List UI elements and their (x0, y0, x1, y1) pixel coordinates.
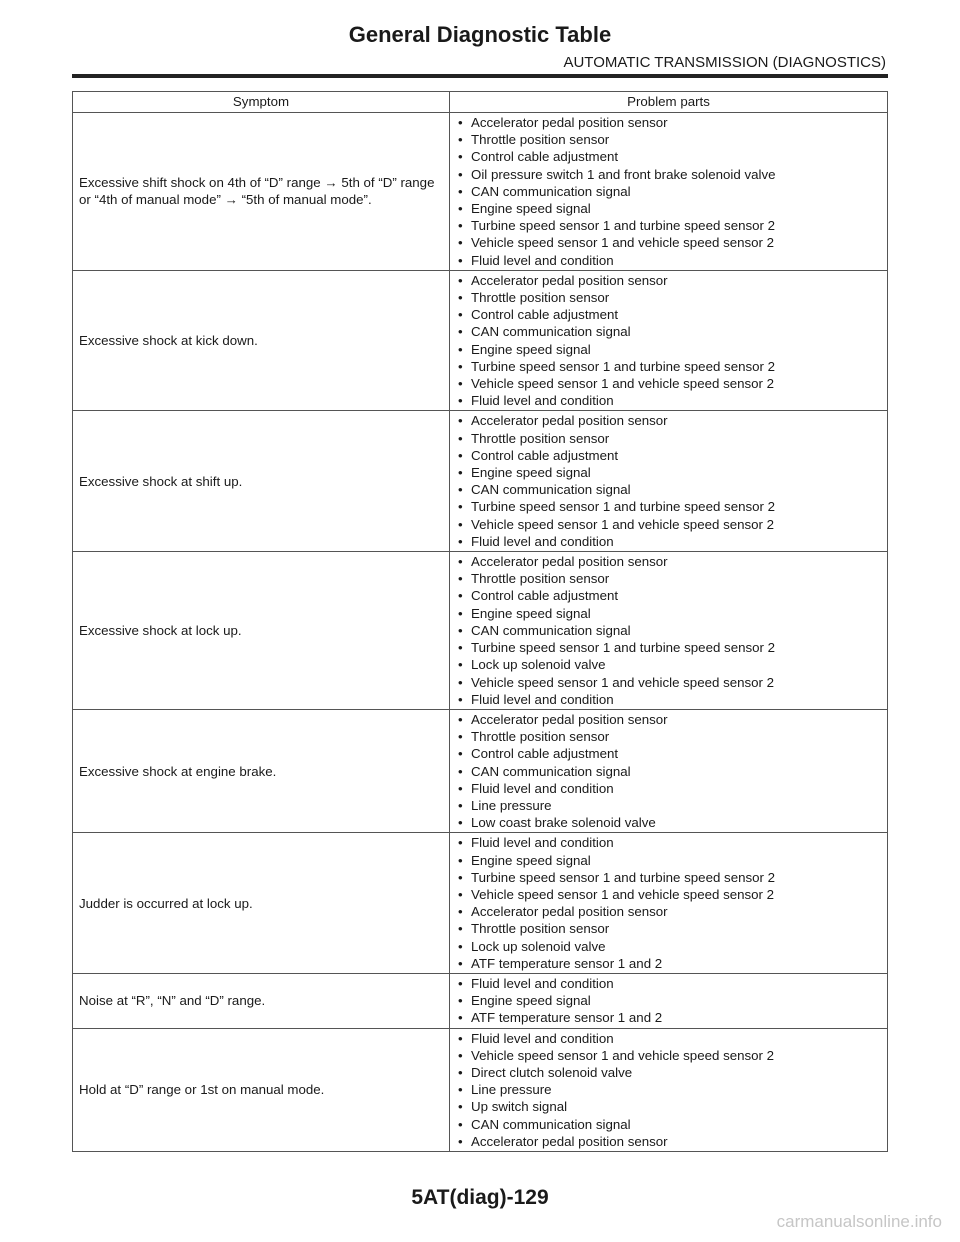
list-item: • Vehicle speed sensor 1 and vehicle speed sensor 2 (456, 886, 883, 903)
list-item: • Turbine speed sensor 1 and turbine speed sensor 2 (456, 358, 883, 375)
list-item: • Throttle position sensor (456, 289, 883, 306)
list-item: • Direct clutch solenoid valve (456, 1064, 883, 1081)
list-item: • Low coast brake solenoid valve (456, 814, 883, 831)
problem-parts-list (456, 114, 883, 269)
symptom-cell: Noise at “R”, “N” and “D” range. (73, 973, 450, 1028)
column-header-symptom: Symptom (73, 92, 450, 113)
list-item: • ATF temperature sensor 1 and 2 (456, 955, 883, 972)
list-item: • Turbine speed sensor 1 and turbine speed sensor 2 (456, 498, 883, 515)
list-item: • Fluid level and condition (456, 975, 883, 992)
symptom-cell: Excessive shift shock on 4th of “D” range → 5th of “D” range or “4th of manual mode” → “5th of manual mode”. (73, 113, 450, 271)
symptom-cell: Excessive shock at kick down. (73, 270, 450, 411)
symptom-cell: Excessive shock at lock up. (73, 552, 450, 710)
list-item: • Vehicle speed sensor 1 and vehicle speed sensor 2 (456, 375, 883, 392)
list-item: • Throttle position sensor (456, 570, 883, 587)
list-item: • Control cable adjustment (456, 587, 883, 604)
list-item: • Accelerator pedal position sensor (456, 1133, 883, 1150)
list-item: • CAN communication signal (456, 622, 883, 639)
symptom-cell: Hold at “D” range or 1st on manual mode. (73, 1028, 450, 1151)
problem-parts-cell (450, 552, 888, 710)
list-item: • Fluid level and condition (456, 691, 883, 708)
list-item: • Engine speed signal (456, 852, 883, 869)
list-item: • Vehicle speed sensor 1 and vehicle speed sensor 2 (456, 516, 883, 533)
list-item: • Lock up solenoid valve (456, 656, 883, 673)
list-item: • CAN communication signal (456, 481, 883, 498)
list-item: • Accelerator pedal position sensor (456, 412, 883, 429)
problem-parts-cell (450, 113, 888, 271)
problem-parts-cell (450, 270, 888, 411)
table-row (73, 552, 888, 710)
list-item: • Fluid level and condition (456, 1030, 883, 1047)
list-item: • ATF temperature sensor 1 and 2 (456, 1009, 883, 1026)
list-item: • Control cable adjustment (456, 148, 883, 165)
table-row (73, 1028, 888, 1151)
table-row (73, 411, 888, 552)
list-item: • Throttle position sensor (456, 728, 883, 745)
problem-parts-cell (450, 709, 888, 832)
problem-parts-cell (450, 411, 888, 552)
list-item: • CAN communication signal (456, 323, 883, 340)
list-item: • Control cable adjustment (456, 306, 883, 323)
list-item: • Oil pressure switch 1 and front brake solenoid valve (456, 166, 883, 183)
list-item: • Vehicle speed sensor 1 and vehicle speed sensor 2 (456, 1047, 883, 1064)
list-item: • Accelerator pedal position sensor (456, 903, 883, 920)
symptom-cell: Excessive shock at engine brake. (73, 709, 450, 832)
list-item: • Vehicle speed sensor 1 and vehicle speed sensor 2 (456, 674, 883, 691)
list-item: • Vehicle speed sensor 1 and vehicle speed sensor 2 (456, 234, 883, 251)
list-item: • Engine speed signal (456, 605, 883, 622)
list-item: • Accelerator pedal position sensor (456, 711, 883, 728)
list-item: • Line pressure (456, 1081, 883, 1098)
list-item: • Up switch signal (456, 1098, 883, 1115)
list-item: • Turbine speed sensor 1 and turbine speed sensor 2 (456, 217, 883, 234)
list-item: • Fluid level and condition (456, 780, 883, 797)
list-item: • Control cable adjustment (456, 447, 883, 464)
list-item: • Engine speed signal (456, 341, 883, 358)
list-item: • Turbine speed sensor 1 and turbine speed sensor 2 (456, 869, 883, 886)
symptom-cell: Excessive shock at shift up. (73, 411, 450, 552)
table-row (73, 113, 888, 271)
table-row (73, 973, 888, 1028)
table-header-row (73, 92, 888, 113)
list-item: • Control cable adjustment (456, 745, 883, 762)
list-item: • CAN communication signal (456, 183, 883, 200)
list-item: • Throttle position sensor (456, 131, 883, 148)
problem-parts-cell (450, 833, 888, 974)
header-divider (72, 74, 888, 78)
problem-parts-list (456, 412, 883, 550)
problem-parts-list (456, 272, 883, 410)
page-title: General Diagnostic Table (348, 22, 612, 47)
list-item: • Engine speed signal (456, 992, 883, 1009)
page-number: 5AT(diag)-129 (411, 1186, 549, 1209)
problem-parts-list (456, 834, 883, 972)
list-item: • Turbine speed sensor 1 and turbine speed sensor 2 (456, 639, 883, 656)
diagnostic-table (72, 91, 888, 1152)
list-item: • Fluid level and condition (456, 533, 883, 550)
list-item: • Fluid level and condition (456, 392, 883, 409)
list-item: • Throttle position sensor (456, 920, 883, 937)
list-item: • CAN communication signal (456, 1116, 883, 1133)
list-item: • CAN communication signal (456, 763, 883, 780)
list-item: • Fluid level and condition (456, 834, 883, 851)
list-item: • Engine speed signal (456, 464, 883, 481)
table-row (73, 709, 888, 832)
problem-parts-list (456, 1030, 883, 1150)
watermark: carmanualsonline.info (776, 1212, 942, 1231)
problem-parts-list (456, 975, 883, 1027)
problem-parts-list (456, 553, 883, 708)
list-item: • Accelerator pedal position sensor (456, 553, 883, 570)
table-row (73, 833, 888, 974)
problem-parts-cell (450, 1028, 888, 1151)
problem-parts-list (456, 711, 883, 831)
list-item: • Accelerator pedal position sensor (456, 272, 883, 289)
list-item: • Engine speed signal (456, 200, 883, 217)
list-item: • Accelerator pedal position sensor (456, 114, 883, 131)
problem-parts-cell (450, 973, 888, 1028)
list-item: • Line pressure (456, 797, 883, 814)
list-item: • Lock up solenoid valve (456, 938, 883, 955)
symptom-cell: Judder is occurred at lock up. (73, 833, 450, 974)
list-item: • Throttle position sensor (456, 430, 883, 447)
column-header-problem-parts: Problem parts (450, 92, 888, 113)
list-item: • Fluid level and condition (456, 252, 883, 269)
table-row (73, 270, 888, 411)
section-subtitle: AUTOMATIC TRANSMISSION (DIAGNOSTICS) (563, 54, 886, 71)
